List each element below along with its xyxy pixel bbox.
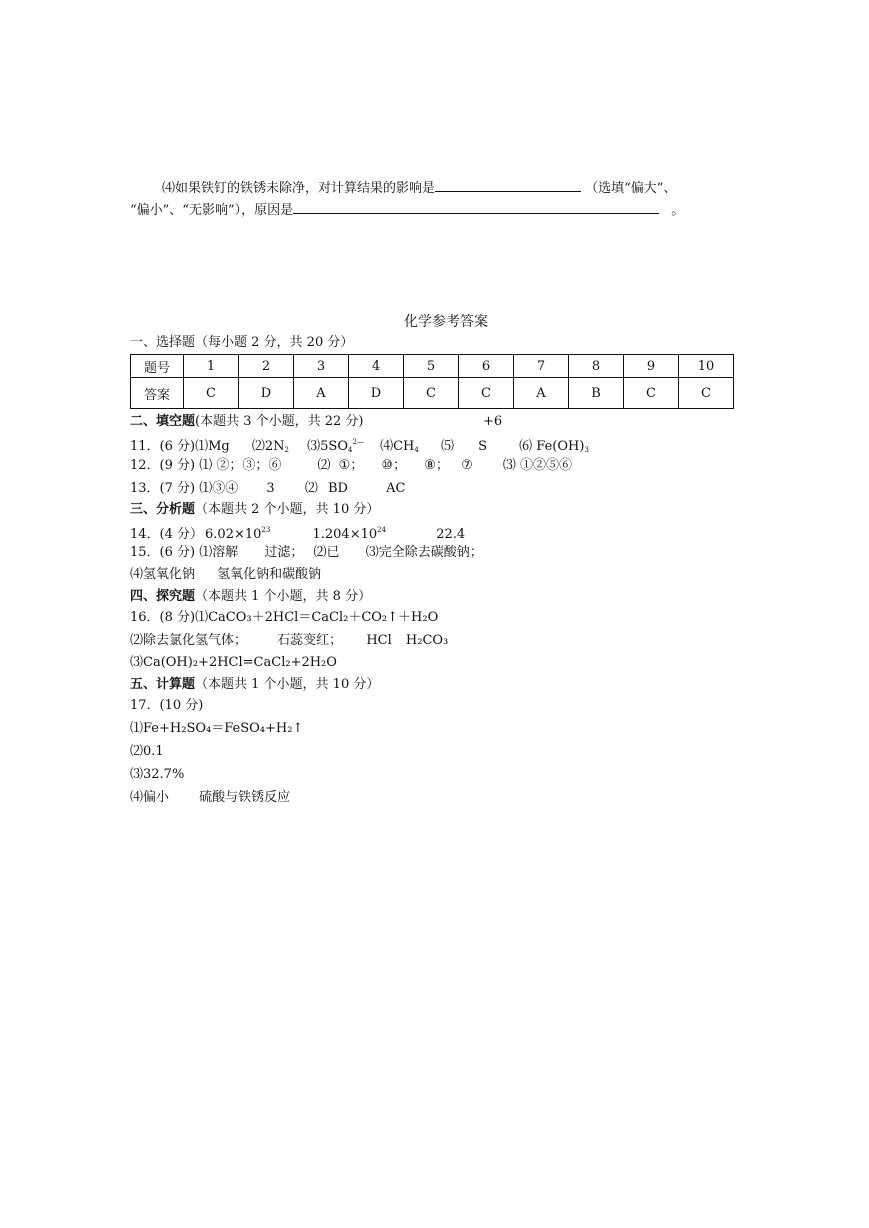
table-cell: C [679,378,734,409]
q12-part2-b: ⑩； [381,458,407,473]
q13-part2: ⑵ [304,481,318,496]
question4-tail-2: 。 [671,203,685,218]
q13-line [130,481,405,497]
table-cell: C [404,378,459,409]
section4-heading [130,589,371,605]
q12-num: 12．(9 分) [130,458,196,473]
question4-line2 [130,199,684,219]
q15-part4-b: 氢氧化钠和碳酸钠 [217,567,322,582]
q15-num: 15．(6 分) [130,545,196,560]
q13-part2-b: AC [386,481,406,496]
q12-line [130,458,572,474]
section4-heading-bold: 四、探究题 [130,589,196,604]
section3-heading-bold: 三、分析题 [130,502,196,517]
q17-part1: ⑴Fe+H₂SO₄＝FeSO₄+H₂↑ [130,721,304,736]
q11-part3: $⑶5SO_4^{2—}$ [307,438,364,454]
q16-line1 [130,610,438,626]
table-cell: C [624,378,679,409]
table-cell: B [569,378,624,409]
q17-part3: ⑶32.7% [130,767,185,782]
q11-part6: ⑹ $Fe(OH)_3$ [519,439,589,454]
table-row-numbers [131,355,734,378]
answer-blank-1[interactable] [435,177,581,192]
q12-part1: ⑴ ②；③；⑥ [199,458,282,473]
q16-line2 [130,633,448,649]
section1-heading: 一、选择题（每小题 2 分，共 20 分） [130,335,354,350]
q12-part2: ⑵ [317,458,331,473]
section4-heading-rest: （本题共 1 个小题，共 8 分） [195,589,372,604]
q16-part2: ⑵除去氯化氢气体； [130,633,248,648]
q12-part2-d: ⑦ [461,458,473,473]
question4-tail: （选填“偏大”、 [585,181,677,196]
table-cell: D [239,378,294,409]
q15-part3: ⑶完全除去碳酸钠； [365,545,483,560]
q13-part1-value: 3 [266,481,275,496]
q11-part1: ⑴Mg [195,439,230,454]
q13-part1: ⑴③④ [199,481,239,496]
table-cell: 8 [569,355,624,378]
table-cell: A [514,378,569,409]
q14-num: 14．(4 分） [130,527,204,542]
section2-heading-rest: (本题共 3 个小题，共 22 分) [195,414,364,429]
section5-heading-rest: （本题共 1 个小题，共 10 分） [195,677,380,692]
question4-text: ⑷如果铁钉的铁锈未除净，对计算结果的影响是 [162,181,436,196]
table-cell: 10 [679,355,734,378]
q16-num: 16．(8 分) [130,610,196,625]
q12-part2-c: ⑧； [424,458,449,473]
q15-part1: ⑴溶解 [199,545,239,560]
section2-heading [130,414,364,430]
valence-note: +6 [483,414,503,429]
q14-answer-2: $1.204\times 10^{24}$ [312,526,387,542]
q11-part5-value: S [478,439,488,454]
section5-heading-bold: 五、计算题 [130,677,196,692]
q16-equation: ⑴CaCO₃＋2HCl＝CaCl₂＋CO₂↑＋H₂O [195,610,439,625]
section2-heading-bold: 二、填空题 [130,414,196,429]
table-cell: 2 [239,355,294,378]
answer-blank-2[interactable] [293,199,659,214]
charge-label: 2— [352,438,364,446]
section3-heading [130,502,379,518]
q14-line [130,522,465,543]
table-cell: 3 [294,355,349,378]
section3-heading-rest: （本题共 2 个小题，共 10 分） [195,502,380,517]
table-cell: 6 [459,355,514,378]
q16-part2-b: 石蕊变红； [277,633,343,648]
table-cell: A [294,378,349,409]
page-title: 化学参考答案 [404,314,488,330]
q14-answer-3: 22.4 [436,527,466,542]
table-cell: 4 [349,355,404,378]
q11-line [130,434,589,458]
q13-part2-a: BD [327,481,348,496]
q17-line4 [130,790,290,806]
q12-part3: ⑶ ①②⑤⑥ [502,458,572,473]
table-row-label: 答案 [131,378,184,409]
q17-part4: ⑷偏小 [130,790,170,805]
table-cell: 9 [624,355,679,378]
q17-num: 17．(10 分) [130,698,204,713]
table-cell: D [349,378,404,409]
table-cell: 1 [184,355,239,378]
q11-num: 11．(6 分) [130,439,196,454]
q16-part2-d: H₂CO₃ [405,633,449,648]
q11-part2: $⑵2N_2$ [251,439,289,454]
q12-part2-a: ①； [338,458,364,473]
q15-line [130,545,483,561]
q15-part2: ⑵已 [313,545,340,560]
answer-table [130,354,734,409]
table-cell: C [184,378,239,409]
table-row-answers [131,378,734,409]
table-cell: 7 [514,355,569,378]
q14-answer-1: $6.02\times 10^{23}$ [205,526,271,542]
q16-part2-c: HCl [366,633,392,648]
q17-part4-b: 硫酸与铁锈反应 [199,790,291,805]
q15-part1-b: 过滤； [264,545,304,560]
q11-part5: ⑸ [440,439,454,454]
q13-num: 13．(7 分) [130,481,196,496]
question4-line1 [162,177,676,197]
table-row-label: 题号 [131,355,184,378]
question4-text-2: “偏小”、“无影响”），原因是 [130,203,294,218]
q16-line3: ⑶Ca(OH)₂+2HCl=CaCl₂+2H₂O [130,655,337,670]
q11-part4: $⑷CH_4$ [380,439,419,454]
table-cell: 5 [404,355,459,378]
section5-heading [130,677,379,693]
table-cell: C [459,378,514,409]
q15-line2 [130,567,321,583]
q15-part4: ⑷氢氧化钠 [130,567,196,582]
q17-part2: ⑵0.1 [130,744,164,759]
